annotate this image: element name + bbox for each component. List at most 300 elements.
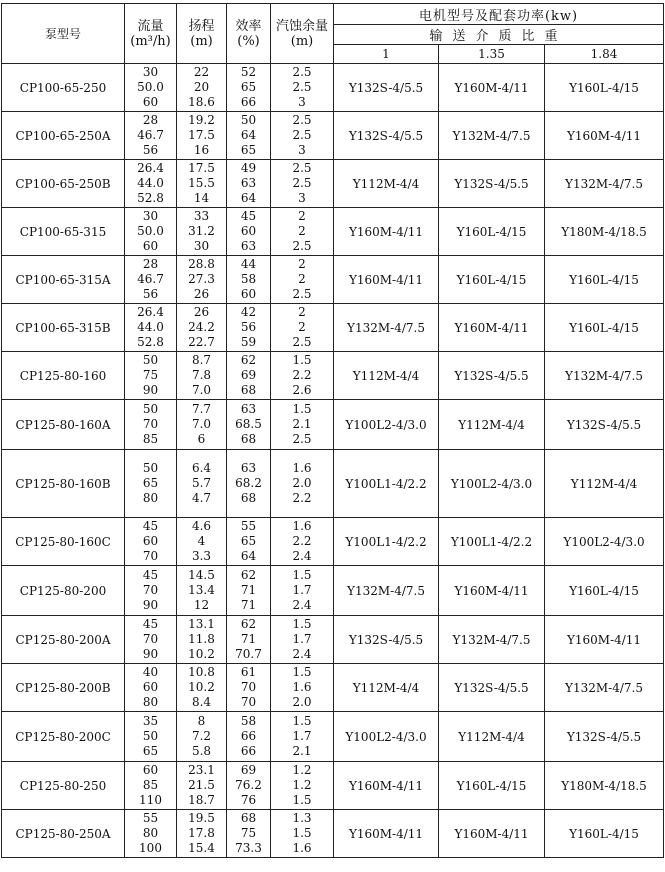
npsh-cell-value: 2.5: [292, 432, 312, 446]
npsh-cell: [271, 256, 334, 304]
head-cell: [177, 112, 227, 160]
flow-cell-value: 56: [142, 143, 159, 157]
flow-cell: [125, 400, 177, 450]
npsh-cell-value: 1.5: [292, 617, 312, 631]
flow-cell: [125, 518, 177, 566]
flow-cell-value: 50.0: [137, 224, 164, 238]
efficiency-cell-value: 71: [240, 598, 257, 612]
head-cell-value: 18.7: [188, 793, 215, 807]
efficiency-cell-value: 63: [240, 239, 257, 253]
motor-cell: Y112M-4/4: [439, 712, 545, 762]
flow-cell: [125, 112, 177, 160]
table-row: [2, 712, 664, 762]
head-cell: [177, 208, 227, 256]
npsh-cell: [271, 352, 334, 400]
flow-cell-value: 30: [142, 65, 159, 79]
npsh-cell: [271, 712, 334, 762]
motor-cell: Y112M-4/4: [439, 400, 545, 450]
npsh-cell-value: 1.6: [292, 680, 312, 694]
flow-cell-value: 65: [142, 744, 159, 758]
motor-cell: Y160M-4/11: [545, 112, 664, 160]
pump-spec-table: [1, 3, 664, 858]
efficiency-cell-value: 70: [240, 680, 257, 694]
table-row: [2, 400, 664, 450]
npsh-cell-value: 2.5: [292, 80, 312, 94]
motor-cell: Y112M-4/4: [334, 160, 439, 208]
pump-model-cell: CP100-65-315B: [2, 304, 125, 352]
flow-cell: [125, 256, 177, 304]
npsh-cell-value: 1.7: [292, 729, 312, 743]
npsh-cell-value: 2.2: [292, 534, 312, 548]
npsh-cell-value: 3: [298, 191, 306, 205]
motor-cell: Y160M-4/11: [439, 810, 545, 858]
head-cell-value: 24.2: [188, 320, 215, 334]
npsh-cell: [271, 400, 334, 450]
flow-cell-value: 55: [142, 811, 159, 825]
flow-cell-value: 26.4: [137, 161, 164, 175]
motor-cell: Y132M-4/7.5: [439, 112, 545, 160]
efficiency-cell-value: 66: [240, 95, 257, 109]
efficiency-cell-value: 62: [240, 617, 257, 631]
flow-cell: [125, 712, 177, 762]
head-cell: [177, 64, 227, 112]
flow-cell-value: 52.8: [137, 191, 164, 205]
npsh-cell-value: 2: [298, 209, 306, 223]
efficiency-cell-value: 66: [240, 744, 257, 758]
efficiency-cell: [227, 450, 271, 518]
npsh-cell-value: 2.4: [292, 647, 312, 661]
motor-cell: Y160M-4/11: [334, 208, 439, 256]
npsh-cell-value: 1.5: [292, 714, 312, 728]
flow-header: [125, 4, 177, 64]
motor-cell: Y112M-4/4: [545, 450, 664, 518]
motor-cell: Y160L-4/15: [545, 64, 664, 112]
efficiency-cell-value: 62: [240, 353, 257, 367]
efficiency-cell-value: 58: [240, 714, 257, 728]
head-header-label: 扬程: [188, 18, 215, 34]
npsh-header-unit: (m): [290, 33, 314, 49]
medium-sg-header: 输送介质比重: [334, 25, 664, 45]
flow-cell-value: 46.7: [137, 272, 164, 286]
efficiency-cell-value: 56: [240, 320, 257, 334]
flow-cell-value: 60: [142, 534, 159, 548]
pump-model-cell: CP125-80-160C: [2, 518, 125, 566]
table-row: [2, 352, 664, 400]
flow-cell-value: 45: [142, 617, 159, 631]
motor-cell: Y100L1-4/2.2: [334, 518, 439, 566]
flow-header-label: 流量: [137, 18, 164, 34]
flow-cell: [125, 664, 177, 712]
npsh-header: [271, 4, 334, 64]
pump-model-cell: CP125-80-160B: [2, 450, 125, 518]
efficiency-cell-value: 65: [240, 534, 257, 548]
npsh-cell-value: 1.5: [292, 402, 312, 416]
head-cell-value: 13.4: [188, 583, 215, 597]
motor-cell: Y132S-4/5.5: [439, 352, 545, 400]
flow-cell-value: 90: [142, 598, 159, 612]
efficiency-cell: [227, 112, 271, 160]
head-cell: [177, 450, 227, 518]
flow-cell-value: 44.0: [137, 320, 164, 334]
pump-model-cell: CP125-80-200A: [2, 616, 125, 664]
npsh-cell-value: 2.0: [292, 476, 312, 490]
flow-cell-value: 50.0: [137, 80, 164, 94]
head-cell-value: 27.3: [188, 272, 215, 286]
motor-cell: Y132S-4/5.5: [334, 64, 439, 112]
npsh-cell-value: 2.6: [292, 383, 312, 397]
flow-cell-value: 50: [142, 729, 159, 743]
efficiency-cell-value: 44: [240, 257, 257, 271]
head-cell-value: 7.7: [191, 402, 212, 416]
head-cell-value: 7.0: [191, 383, 212, 397]
table-row: [2, 616, 664, 664]
head-cell-value: 30: [193, 239, 210, 253]
head-header-unit: (m): [190, 33, 213, 49]
npsh-cell-value: 3: [298, 143, 306, 157]
npsh-cell-value: 2.5: [292, 113, 312, 127]
efficiency-cell-value: 68: [240, 811, 257, 825]
flow-cell-value: 80: [142, 826, 159, 840]
npsh-cell-value: 1.5: [292, 568, 312, 582]
table-row: [2, 566, 664, 616]
motor-cell: Y100L2-4/3.0: [439, 450, 545, 518]
motor-cell: Y132S-4/5.5: [439, 664, 545, 712]
efficiency-header-unit: (%): [237, 33, 260, 49]
motor-cell: Y132S-4/5.5: [545, 712, 664, 762]
npsh-cell: [271, 762, 334, 810]
head-cell-value: 7.8: [191, 368, 212, 382]
head-cell-value: 12: [193, 598, 210, 612]
table-row: [2, 112, 664, 160]
efficiency-cell-value: 68: [240, 432, 257, 446]
efficiency-cell: [227, 810, 271, 858]
flow-cell: [125, 208, 177, 256]
flow-cell-value: 50: [142, 461, 159, 475]
head-cell-value: 17.5: [188, 128, 215, 142]
head-cell-value: 6: [197, 432, 206, 446]
motor-cell: Y160L-4/15: [545, 810, 664, 858]
efficiency-header-label: 效率: [235, 18, 262, 34]
head-cell-value: 15.4: [188, 841, 215, 855]
npsh-cell-value: 2.5: [292, 335, 312, 349]
npsh-cell-value: 1.7: [292, 632, 312, 646]
npsh-cell-value: 1.5: [292, 665, 312, 679]
motor-cell: Y160M-4/11: [334, 256, 439, 304]
npsh-cell-value: 1.5: [292, 826, 312, 840]
pump-model-cell: CP125-80-160A: [2, 400, 125, 450]
efficiency-cell-value: 58: [240, 272, 257, 286]
motor-cell: Y132M-4/7.5: [545, 160, 664, 208]
head-cell-value: 33: [193, 209, 210, 223]
flow-cell: [125, 304, 177, 352]
flow-cell: [125, 762, 177, 810]
motor-cell: Y160L-4/15: [545, 256, 664, 304]
npsh-cell-value: 2.2: [292, 491, 312, 505]
motor-cell: Y100L2-4/3.0: [334, 400, 439, 450]
npsh-cell-value: 2.5: [292, 128, 312, 142]
head-cell-value: 3.3: [191, 549, 212, 563]
table-row: [2, 450, 664, 518]
flow-header-unit: (m³/h): [130, 33, 171, 49]
motor-cell: Y160M-4/11: [334, 810, 439, 858]
table-row: [2, 64, 664, 112]
motor-cell: Y100L2-4/3.0: [334, 712, 439, 762]
head-cell: [177, 304, 227, 352]
flow-cell-value: 80: [142, 491, 159, 505]
efficiency-cell-value: 60: [240, 287, 257, 301]
flow-cell-value: 28: [142, 113, 159, 127]
npsh-cell-value: 2: [298, 224, 306, 238]
npsh-cell: [271, 566, 334, 616]
efficiency-cell-value: 63: [240, 402, 257, 416]
efficiency-cell-value: 50: [240, 113, 257, 127]
motor-cell: Y180M-4/18.5: [545, 762, 664, 810]
table-row: [2, 208, 664, 256]
flow-cell-value: 90: [142, 383, 159, 397]
head-cell-value: 4.7: [191, 491, 212, 505]
flow-cell-value: 26.4: [137, 305, 164, 319]
motor-cell: Y132S-4/5.5: [334, 112, 439, 160]
head-cell: [177, 810, 227, 858]
table-row: [2, 256, 664, 304]
efficiency-cell: [227, 664, 271, 712]
head-cell-value: 8.7: [191, 353, 212, 367]
npsh-cell-value: 1.6: [292, 461, 312, 475]
efficiency-cell-value: 71: [240, 583, 257, 597]
pump-model-cell: CP100-65-315: [2, 208, 125, 256]
flow-cell-value: 85: [142, 432, 159, 446]
flow-cell-value: 80: [142, 695, 159, 709]
efficiency-cell-value: 55: [240, 519, 257, 533]
motor-cell: Y160L-4/15: [439, 762, 545, 810]
flow-cell-value: 70: [142, 632, 159, 646]
head-cell-value: 13.1: [188, 617, 215, 631]
npsh-cell-value: 1.6: [292, 519, 312, 533]
efficiency-cell-value: 68.2: [235, 476, 262, 490]
head-cell-value: 22.7: [188, 335, 215, 349]
head-cell: [177, 400, 227, 450]
head-cell-value: 8: [197, 714, 206, 728]
flow-cell-value: 70: [142, 417, 159, 431]
head-header: [177, 4, 227, 64]
efficiency-cell-value: 63: [240, 176, 257, 190]
head-cell-value: 6.4: [191, 461, 212, 475]
motor-cell: Y160L-4/15: [439, 256, 545, 304]
efficiency-cell-value: 70: [240, 695, 257, 709]
flow-cell-value: 45: [142, 568, 159, 582]
npsh-cell-value: 2.5: [292, 176, 312, 190]
flow-cell-value: 90: [142, 647, 159, 661]
pump-model-cell: CP100-65-315A: [2, 256, 125, 304]
flow-cell-value: 60: [142, 95, 159, 109]
npsh-cell-value: 2.2: [292, 368, 312, 382]
head-cell: [177, 712, 227, 762]
table-row: [2, 304, 664, 352]
motor-cell: Y100L1-4/2.2: [439, 518, 545, 566]
npsh-cell: [271, 64, 334, 112]
efficiency-cell-value: 64: [240, 191, 257, 205]
head-cell-value: 8.4: [191, 695, 212, 709]
head-cell: [177, 352, 227, 400]
efficiency-cell: [227, 160, 271, 208]
efficiency-cell-value: 69: [240, 368, 257, 382]
motor-cell: Y160M-4/11: [439, 566, 545, 616]
npsh-cell-value: 2: [298, 305, 306, 319]
head-cell: [177, 256, 227, 304]
flow-cell-value: 56: [142, 287, 159, 301]
head-cell-value: 28.8: [188, 257, 215, 271]
head-cell-value: 14: [193, 191, 210, 205]
motor-cell: Y160M-4/11: [545, 616, 664, 664]
efficiency-cell-value: 60: [240, 224, 257, 238]
npsh-cell-value: 1.2: [292, 778, 312, 792]
motor-cell: Y160L-4/15: [439, 208, 545, 256]
efficiency-cell-value: 68: [240, 383, 257, 397]
efficiency-cell-value: 76.2: [235, 778, 262, 792]
motor-cell: Y160M-4/11: [334, 762, 439, 810]
flow-cell: [125, 566, 177, 616]
flow-cell-value: 52.8: [137, 335, 164, 349]
head-cell: [177, 616, 227, 664]
head-cell-value: 14.5: [188, 568, 215, 582]
efficiency-cell-value: 66: [240, 729, 257, 743]
npsh-cell-value: 1.3: [292, 811, 312, 825]
npsh-cell-value: 2.5: [292, 161, 312, 175]
flow-cell: [125, 450, 177, 518]
head-cell-value: 7.2: [191, 729, 212, 743]
head-cell-value: 16: [193, 143, 210, 157]
sg-value-header: 1.84: [545, 45, 664, 64]
pump-model-cell: CP125-80-200: [2, 566, 125, 616]
pump-model-cell: CP100-65-250A: [2, 112, 125, 160]
motor-cell: Y180M-4/18.5: [545, 208, 664, 256]
head-cell-value: 31.2: [188, 224, 215, 238]
head-cell-value: 19.5: [188, 811, 215, 825]
head-cell-value: 19.2: [188, 113, 215, 127]
efficiency-cell-value: 63: [240, 461, 257, 475]
npsh-cell-value: 1.5: [292, 353, 312, 367]
pump-model-cell: CP125-80-160: [2, 352, 125, 400]
motor-cell: Y160M-4/11: [439, 304, 545, 352]
efficiency-cell-value: 73.3: [235, 841, 262, 855]
npsh-cell-value: 2.5: [292, 287, 312, 301]
npsh-cell: [271, 304, 334, 352]
flow-cell: [125, 616, 177, 664]
flow-cell-value: 70: [142, 549, 159, 563]
npsh-cell-value: 2.0: [292, 695, 312, 709]
motor-cell: Y100L1-4/2.2: [334, 450, 439, 518]
head-cell: [177, 664, 227, 712]
efficiency-cell-value: 76: [240, 793, 257, 807]
efficiency-cell-value: 65: [240, 80, 257, 94]
efficiency-cell-value: 75: [240, 826, 257, 840]
npsh-cell-value: 2.5: [292, 239, 312, 253]
head-cell: [177, 160, 227, 208]
efficiency-cell-value: 70.7: [235, 647, 262, 661]
head-cell-value: 5.7: [191, 476, 212, 490]
efficiency-cell: [227, 64, 271, 112]
efficiency-cell: [227, 352, 271, 400]
npsh-header-label: 汽蚀余量: [275, 18, 328, 34]
sg-value-header: 1: [334, 45, 439, 64]
efficiency-cell: [227, 712, 271, 762]
efficiency-cell-value: 61: [240, 665, 257, 679]
head-cell-value: 7.0: [191, 417, 212, 431]
flow-cell-value: 50: [142, 402, 159, 416]
pump-model-cell: CP125-80-200B: [2, 664, 125, 712]
head-cell-value: 10.8: [188, 665, 215, 679]
flow-cell-value: 50: [142, 353, 159, 367]
npsh-cell-value: 2: [298, 257, 306, 271]
flow-cell-value: 65: [142, 476, 159, 490]
head-cell-value: 17.5: [188, 161, 215, 175]
flow-cell-value: 44.0: [137, 176, 164, 190]
head-cell-value: 21.5: [188, 778, 215, 792]
head-cell: [177, 762, 227, 810]
pump-model-cell: CP100-65-250B: [2, 160, 125, 208]
head-cell-value: 11.8: [188, 632, 215, 646]
head-cell-value: 20: [193, 80, 210, 94]
head-cell-value: 22: [193, 65, 210, 79]
head-cell-value: 10.2: [188, 647, 215, 661]
flow-cell-value: 35: [142, 714, 159, 728]
table-row: [2, 518, 664, 566]
table-row: [2, 664, 664, 712]
efficiency-cell: [227, 616, 271, 664]
npsh-cell-value: 2: [298, 272, 306, 286]
npsh-cell: [271, 518, 334, 566]
flow-cell-value: 75: [142, 368, 159, 382]
efficiency-cell-value: 52: [240, 65, 257, 79]
motor-header: 电机型号及配套功率(kw): [334, 4, 664, 25]
efficiency-cell: [227, 208, 271, 256]
npsh-cell: [271, 112, 334, 160]
npsh-cell-value: 2.5: [292, 65, 312, 79]
pump-model-cell: CP125-80-200C: [2, 712, 125, 762]
efficiency-cell-value: 64: [240, 549, 257, 563]
efficiency-cell-value: 71: [240, 632, 257, 646]
head-cell-value: 5.8: [191, 744, 212, 758]
motor-cell: Y160M-4/11: [439, 64, 545, 112]
head-cell-value: 23.1: [188, 763, 215, 777]
flow-cell-value: 70: [142, 583, 159, 597]
pump-model-header: 泵型号: [2, 4, 125, 64]
npsh-cell-value: 1.2: [292, 763, 312, 777]
npsh-cell-value: 1.6: [292, 841, 312, 855]
flow-cell-value: 100: [139, 841, 162, 855]
motor-cell: Y100L2-4/3.0: [545, 518, 664, 566]
pump-model-cell: CP100-65-250: [2, 64, 125, 112]
npsh-cell-value: 2: [298, 320, 306, 334]
flow-cell-value: 60: [142, 680, 159, 694]
motor-cell: Y132M-4/7.5: [545, 664, 664, 712]
flow-cell-value: 85: [142, 778, 159, 792]
npsh-cell-value: 2.4: [292, 549, 312, 563]
motor-cell: Y132M-4/7.5: [545, 352, 664, 400]
head-cell-value: 18.6: [188, 95, 215, 109]
efficiency-cell-value: 68: [240, 491, 257, 505]
flow-cell: [125, 810, 177, 858]
efficiency-cell-value: 49: [240, 161, 257, 175]
flow-cell: [125, 64, 177, 112]
head-cell: [177, 566, 227, 616]
efficiency-cell-value: 62: [240, 568, 257, 582]
motor-cell: Y160L-4/15: [545, 304, 664, 352]
motor-cell: Y132M-4/7.5: [334, 566, 439, 616]
efficiency-cell: [227, 566, 271, 616]
flow-cell-value: 40: [142, 665, 159, 679]
motor-cell: Y112M-4/4: [334, 352, 439, 400]
